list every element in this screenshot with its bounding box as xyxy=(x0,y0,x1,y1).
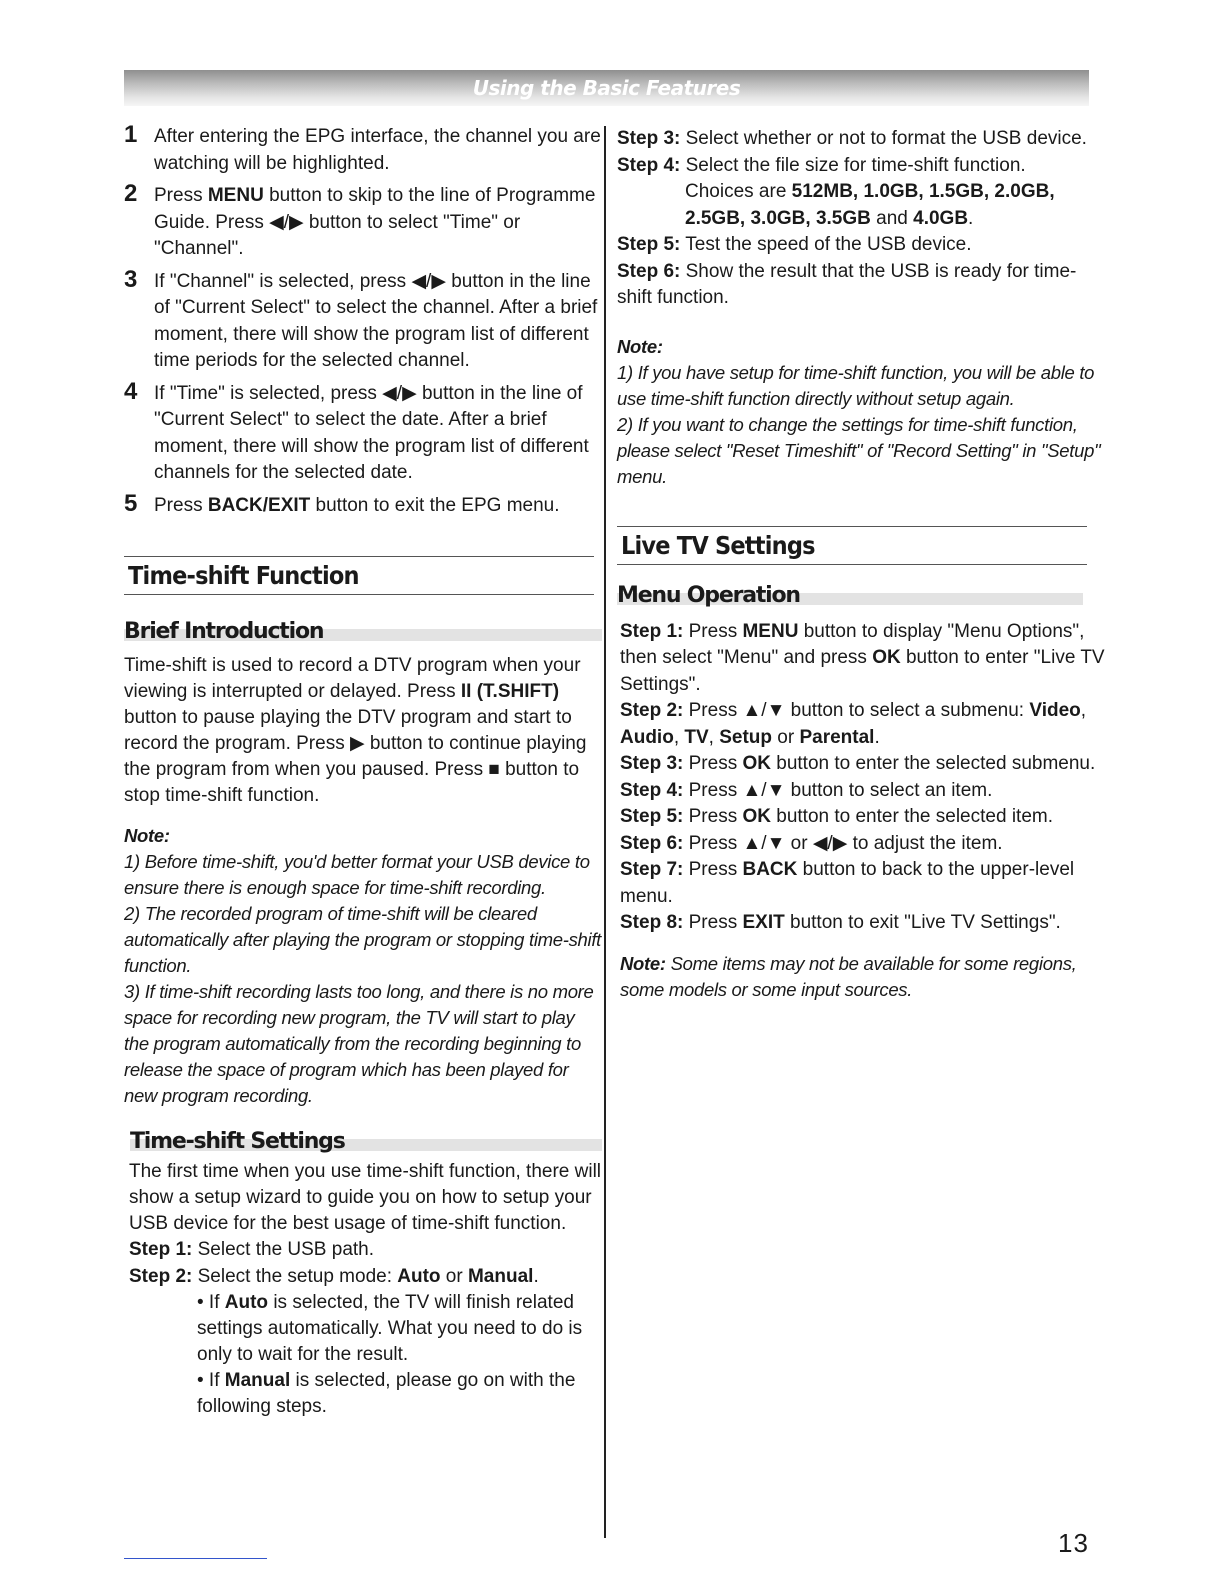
step-key: BACK/EXIT xyxy=(207,494,311,516)
brief-intro-text xyxy=(124,653,602,809)
step-key: OK xyxy=(872,647,901,668)
note-label: Note: xyxy=(124,825,170,846)
note-item: 2) If you want to change the settings for time-shift function, please select "Reset Timeshift" of "Record Setting" in "Setup" menu. xyxy=(617,413,1101,487)
step-key: OK xyxy=(742,753,771,774)
step-text: Press xyxy=(154,494,208,516)
step-text: button to back to the upper-level menu. xyxy=(620,859,1075,907)
timeshift-step-2 xyxy=(129,1264,602,1291)
timeshift-step-1 xyxy=(129,1237,602,1264)
step-label: Step 1: xyxy=(129,1239,193,1260)
footer-rule xyxy=(124,1558,267,1559)
heading-text: Time-shift Settings xyxy=(130,1129,345,1154)
brief-intro-heading xyxy=(124,619,602,649)
step-text: Select the USB path. xyxy=(192,1239,375,1260)
live-tv-step-7 xyxy=(620,857,1105,910)
step-label: Step 3: xyxy=(617,128,681,149)
note-item: 1) Before time-shift, you'd better format your USB device to ensure there is enough space for time-shift recording. xyxy=(124,851,590,898)
step-text: Press xyxy=(683,859,743,880)
step-text: Choices are xyxy=(685,181,792,202)
left-column xyxy=(124,121,602,1420)
epg-step-5 xyxy=(124,489,602,520)
live-tv-step-1 xyxy=(620,619,1105,699)
timeshift-note xyxy=(124,823,602,1109)
text-span: button to pause playing the DTV program and start to record the program. Press ▶ button to continue playing the program from when you paused. Press ■ button to stop time-shift function. xyxy=(124,707,587,806)
live-tv-step-8 xyxy=(620,910,1105,937)
mode-manual: Manual xyxy=(467,1265,534,1287)
step-label: Step 4: xyxy=(617,154,681,176)
bullet-key: Auto xyxy=(224,1292,269,1313)
step-label: Step 6: xyxy=(620,832,684,854)
step-key: TV xyxy=(684,726,709,748)
timeshift-step-3 xyxy=(617,126,1105,153)
size-choices: 512MB, 1.0GB, 1.5GB, 2.0GB, 2.5GB, 3.0GB, 3.5GB xyxy=(685,181,1055,229)
note-label: Note: xyxy=(617,335,663,357)
step-text: . xyxy=(968,207,974,229)
note-item: 3) If time-shift recording lasts too long, and there is no more space for recording new program, the TV will start to play the program automatically from the recording beginning to release the space of program which has been played for new program recording. xyxy=(124,981,594,1106)
step-text: Test the speed of the USB device. xyxy=(680,234,972,255)
page-number: 13 xyxy=(1058,1528,1089,1558)
usb-note xyxy=(617,334,1105,490)
step-text: Press xyxy=(154,185,208,206)
step-key: EXIT xyxy=(742,912,785,933)
step-number: 5 xyxy=(124,489,138,517)
step-text: After entering the EPG interface, the channel you are watching will be highlighted. xyxy=(154,126,601,174)
step-text: , xyxy=(673,726,685,748)
step-text: . xyxy=(874,726,880,748)
step-number: 4 xyxy=(124,377,138,405)
step-label: Step 2: xyxy=(620,700,684,721)
timeshift-step-4-choices xyxy=(617,179,1105,232)
step-number: 1 xyxy=(124,121,138,148)
step-text: Press ▲/▼ or ◀/▶ to adjust the item. xyxy=(683,832,1003,854)
live-tv-steps xyxy=(620,619,1105,937)
timeshift-step-6 xyxy=(617,259,1105,312)
step-text: Select whether or not to format the USB device. xyxy=(680,128,1087,149)
step-text: , xyxy=(1080,700,1087,721)
note-label: Note: xyxy=(620,952,666,974)
heading-text: Brief Introduction xyxy=(124,619,324,644)
step-text: Press ▲/▼ button to select a submenu: xyxy=(683,700,1030,721)
bullet-auto xyxy=(129,1290,602,1368)
step-label: Step 6: xyxy=(617,260,681,282)
column-divider xyxy=(604,126,606,1538)
step-text: button to exit "Live TV Settings". xyxy=(784,912,1061,933)
epg-step-4 xyxy=(124,377,602,487)
timeshift-settings-intro: The first time when you use time-shift function, there will show a setup wizard to guide you on how to setup your USB device for the best usage of time-shift function. xyxy=(129,1161,602,1234)
bullet-text: • If xyxy=(197,1370,225,1391)
epg-step-2 xyxy=(124,180,602,263)
key-label: II (T.SHIFT) xyxy=(460,681,560,702)
menu-operation-heading xyxy=(617,583,1083,613)
step-text: Press xyxy=(683,753,743,774)
step-label: Step 8: xyxy=(620,912,684,933)
step-text: and xyxy=(870,207,914,229)
step-text: Select the setup mode: xyxy=(192,1265,398,1287)
step-text: If "Channel" is selected, press ◀/▶ button in the line of "Current Select" to select the channel. After a brief moment, there will show the program list of different time periods for the selected channel. xyxy=(154,270,598,371)
step-text: Select the file size for time-shift function. xyxy=(680,154,1026,176)
step-key: Video xyxy=(1029,700,1081,721)
step-text: button to skip to the line of Programme Guide. Press ◀/▶ button to select "Time" or "Channel". xyxy=(154,185,596,259)
step-text: button to display "Menu Options", then select "Menu" and press xyxy=(620,620,1085,668)
step-number: 2 xyxy=(124,180,138,207)
step-label: Step 4: xyxy=(620,779,684,801)
step-text: Show the result that the USB is ready for time-shift function. xyxy=(617,260,1077,308)
header-bar xyxy=(124,70,1089,106)
right-column xyxy=(617,126,1105,1003)
live-tv-note xyxy=(620,951,1105,1003)
step-text: or xyxy=(772,726,800,748)
timeshift-step-5 xyxy=(617,232,1105,259)
step-label: Step 2: xyxy=(129,1265,193,1287)
step-key: Parental xyxy=(799,726,875,748)
heading-text: Menu Operation xyxy=(617,582,800,608)
timeshift-step-4 xyxy=(617,153,1105,180)
step-text: . xyxy=(533,1265,539,1287)
bullet-key: Manual xyxy=(224,1370,291,1391)
live-tv-step-4 xyxy=(620,778,1105,805)
step-key: Setup xyxy=(719,726,773,748)
step-label: Step 7: xyxy=(620,859,684,880)
step-number: 3 xyxy=(124,265,138,293)
text-span: Time-shift is used to record a DTV program when your viewing is interrupted or delayed. Press xyxy=(124,655,581,702)
step-key: OK xyxy=(742,806,771,827)
epg-step-1 xyxy=(124,121,602,177)
bullet-text: • If xyxy=(197,1292,225,1313)
live-tv-step-2 xyxy=(620,698,1105,751)
step-text: button to enter "Live TV Settings". xyxy=(620,647,1105,695)
note-text: Some items may not be available for some regions, some models or some input sources. xyxy=(620,952,1077,1000)
step-text: button to exit the EPG menu. xyxy=(310,494,560,516)
step-text: Press xyxy=(683,620,743,642)
size-choice-last: 4.0GB xyxy=(913,207,969,229)
mode-auto: Auto xyxy=(397,1265,441,1287)
step-text: button to enter the selected submenu. xyxy=(770,753,1096,774)
step-text: or xyxy=(440,1265,468,1287)
epg-step-3 xyxy=(124,265,602,375)
note-item: 1) If you have setup for time-shift function, you will be able to use time-shift function directly without setup again. xyxy=(617,361,1095,409)
live-tv-step-6 xyxy=(620,831,1105,858)
step-text: Press xyxy=(683,912,743,933)
step-label: Step 5: xyxy=(617,234,681,255)
note-item: 2) The recorded program of time-shift will be cleared automatically after playing the program or stopping time-shift function. xyxy=(124,903,602,976)
step-key: BACK xyxy=(742,859,798,880)
live-tv-section-title: Live TV Settings xyxy=(617,526,1087,565)
step-label: Step 5: xyxy=(620,806,684,827)
page-header-title: Using the Basic Features xyxy=(472,76,741,100)
step-label: Step 1: xyxy=(620,620,684,642)
step-text: button to enter the selected item. xyxy=(770,806,1053,827)
bullet-text: is selected, the TV will finish related settings automatically. What you need to do is only to wait for the result. xyxy=(197,1292,583,1365)
timeshift-section-title: Time-shift Function xyxy=(124,556,594,595)
step-text: Press xyxy=(683,806,743,827)
live-tv-step-3 xyxy=(620,751,1105,778)
step-text: , xyxy=(708,726,720,748)
live-tv-step-5 xyxy=(620,804,1105,831)
step-key: MENU xyxy=(742,620,799,642)
step-key: Audio xyxy=(620,726,674,748)
step-key: MENU xyxy=(207,185,264,206)
step-text: Press ▲/▼ button to select an item. xyxy=(683,779,993,801)
bullet-text: is selected, please go on with the following steps. xyxy=(197,1370,576,1417)
step-text: If "Time" is selected, press ◀/▶ button in the line of "Current Select" to select the date. After a brief moment, there will show the program list of different channels for the selected date. xyxy=(154,382,589,483)
step-label: Step 3: xyxy=(620,753,684,774)
timeshift-settings-heading xyxy=(130,1129,602,1159)
bullet-manual xyxy=(129,1368,602,1420)
